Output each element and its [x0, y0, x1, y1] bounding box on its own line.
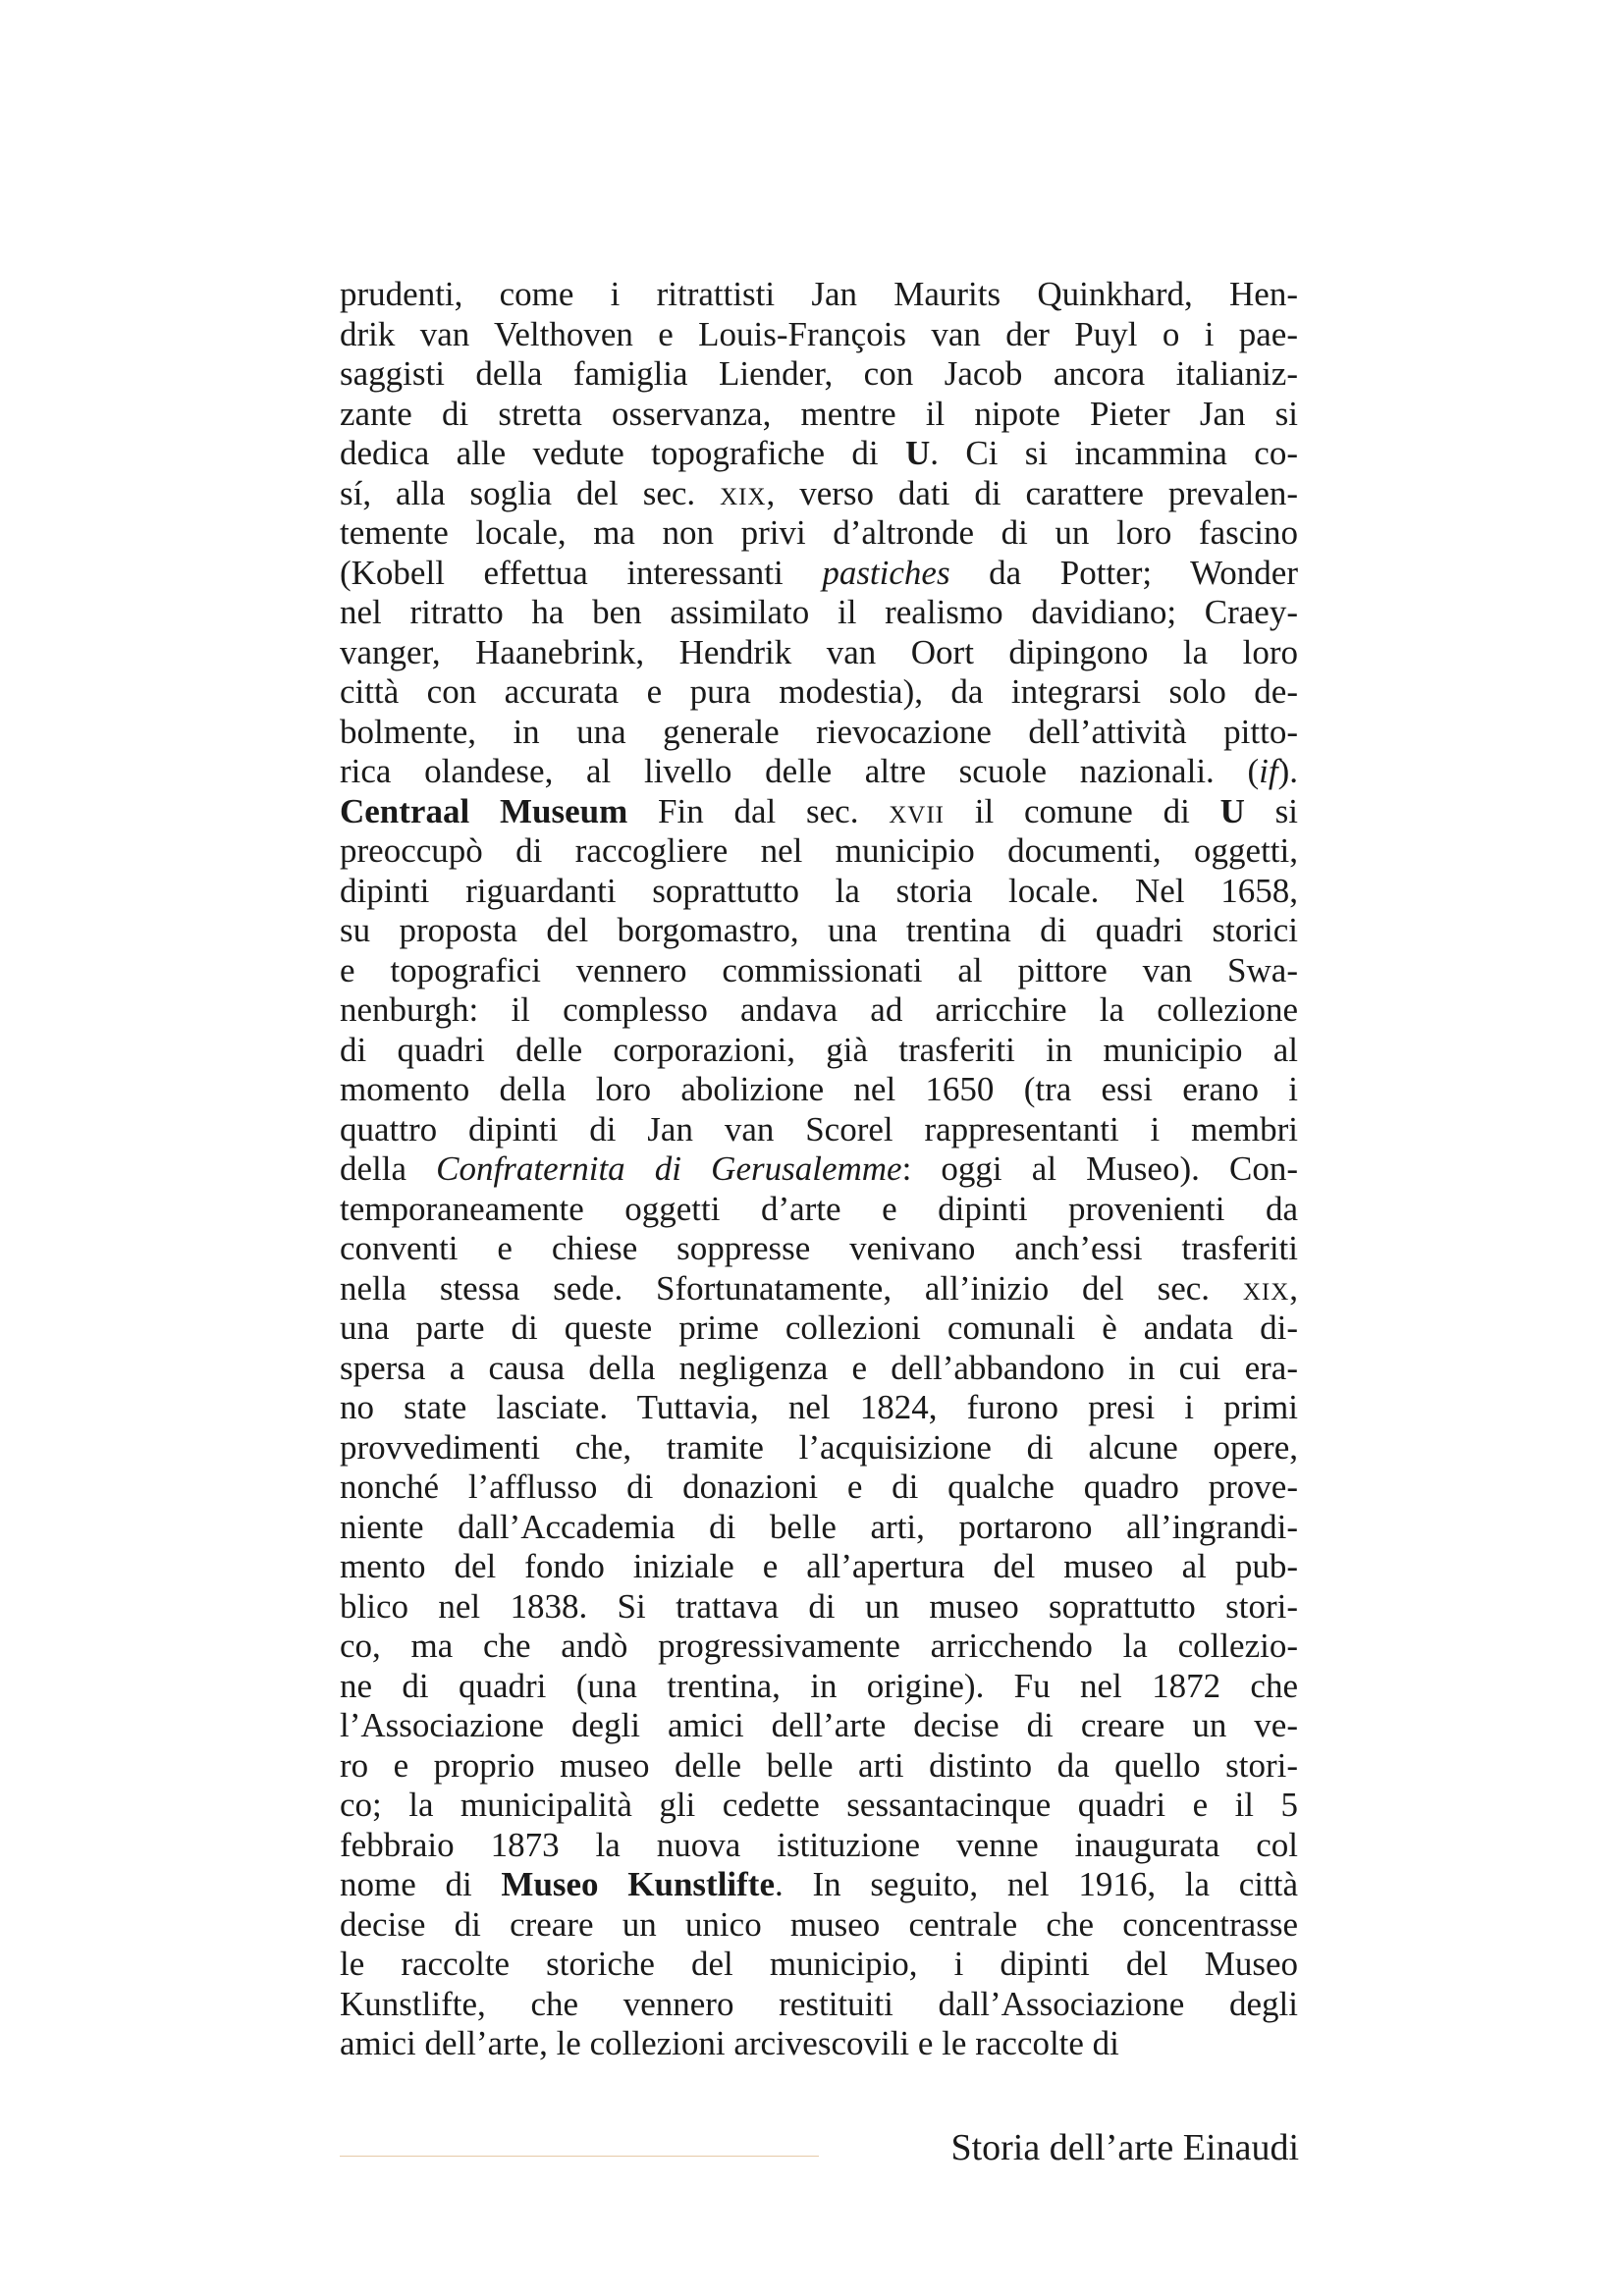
text-run: amici dell’arte, le collezioni arcivescovili e le raccolte di	[340, 2024, 1119, 2062]
text-run: zante di stretta osservanza, mentre il nipote Pieter Jan si	[340, 394, 1298, 433]
text-run: il comune di	[945, 791, 1220, 830]
text-line	[340, 1786, 1298, 1826]
text-line	[340, 1508, 1298, 1548]
text-line	[340, 1229, 1298, 1269]
text-line	[340, 1110, 1298, 1150]
text-run: nel ritratto ha ben assimilato il realismo davidiano; Craey-	[340, 593, 1298, 631]
text-run: rica olandese, al livello delle altre scuole nazionali. (	[340, 752, 1260, 790]
text-run: da Potter; Wonder	[949, 553, 1298, 592]
text-line	[340, 792, 1298, 832]
text-run: bolmente, in una generale rievocazione dell’attività pitto-	[340, 712, 1298, 751]
text-run: ro e proprio museo delle belle arti distinto da quello stori-	[340, 1745, 1298, 1785]
text-run: conventi e chiese soppresse venivano anch’essi trasferiti	[340, 1229, 1298, 1267]
text-line	[340, 1190, 1298, 1230]
text-line	[340, 593, 1298, 633]
text-line	[340, 1070, 1298, 1110]
text-line	[340, 911, 1298, 951]
text-line	[340, 275, 1298, 315]
text-run: nenburgh: il complesso andava ad arricchire la collezione	[340, 990, 1298, 1029]
text-line	[340, 633, 1298, 673]
text-line	[340, 1985, 1298, 2025]
small-caps-text: xix	[720, 473, 767, 512]
text-line	[340, 1826, 1298, 1866]
text-line	[340, 1865, 1298, 1905]
text-run: quattro dipinti di Jan van Scorel rappresentanti i membri	[340, 1109, 1298, 1148]
text-run: febbraio 1873 la nuova istituzione venne inaugurata col	[340, 1825, 1298, 1864]
text-run: decise di creare un unico museo centrale che concentrasse	[340, 1904, 1298, 1944]
text-line	[340, 434, 1298, 474]
text-run: saggisti della famiglia Liender, con Jacob ancora italianiz-	[340, 354, 1298, 393]
text-line	[340, 1349, 1298, 1389]
text-run: blico nel 1838. Si trattava di un museo soprattutto stori-	[340, 1586, 1298, 1626]
text-run: l’Associazione degli amici dell’arte decise di creare un ve-	[340, 1706, 1298, 1744]
text-line	[340, 1905, 1298, 1946]
text-run: mento del fondo iniziale e all’apertura del museo al pub-	[340, 1547, 1298, 1585]
text-line	[340, 1031, 1298, 1071]
text-run: nella stessa sede. Sfortunatamente, all’inizio del sec.	[340, 1268, 1243, 1308]
text-line	[340, 1388, 1298, 1428]
text-line	[340, 395, 1298, 435]
text-run: drik van Velthoven e Louis-François van der Puyl o i pae-	[340, 314, 1298, 353]
text-run: spersa a causa della negligenza e dell’abbandono in cui era-	[340, 1348, 1298, 1387]
text-line	[340, 474, 1298, 514]
text-run: (Kobell effettua interessanti	[340, 553, 823, 592]
text-run: dedica alle vedute topografiche di	[340, 434, 905, 472]
text-line	[340, 1667, 1298, 1707]
text-run: ne di quadri (una trentina, in origine). Fu nel 1872 che	[340, 1666, 1298, 1705]
text-run: preoccupò di raccogliere nel municipio documenti, oggetti,	[340, 831, 1298, 870]
text-run: sí, alla soglia del sec.	[340, 473, 721, 512]
text-run: co; la municipalità gli cedette sessantacinque quadri e il 5	[340, 1786, 1298, 1824]
footer-rule	[340, 2156, 819, 2157]
text-line	[340, 1468, 1298, 1508]
text-run: prudenti, come i ritrattisti Jan Maurits Quinkhard, Hen-	[340, 275, 1298, 313]
text-run: temente locale, ma non privi d’altronde di un loro fascino	[340, 513, 1298, 552]
bold-text: U	[1219, 791, 1245, 830]
small-caps-text: xix	[1242, 1268, 1290, 1308]
text-line	[340, 2024, 1298, 2064]
footer-title: Storia dell’arte Einaudi	[950, 2127, 1299, 2168]
text-run: Kunstlifte, che vennero restituiti dall’Associazione degli	[340, 1984, 1298, 2023]
body-text	[340, 275, 1298, 2064]
text-run: momento della loro abolizione nel 1650 (tra essi erano i	[340, 1070, 1298, 1108]
text-line	[340, 354, 1298, 395]
text-run: no state lasciate. Tuttavia, nel 1824, furono presi i primi	[340, 1388, 1298, 1426]
text-line	[340, 713, 1298, 753]
text-run: della	[340, 1149, 437, 1188]
text-line	[340, 951, 1298, 991]
text-line	[340, 752, 1298, 792]
text-run: ,	[1289, 1268, 1298, 1308]
italic-text: Confraternita di Gerusalemme	[436, 1149, 902, 1188]
text-run: ).	[1277, 752, 1298, 790]
text-run: co, ma che andò progressivamente arricchendo la collezio-	[340, 1627, 1298, 1665]
text-run: provvedimenti che, tramite l’acquisizione di alcune opere,	[340, 1427, 1298, 1467]
text-run: le raccolte storiche del municipio, i dipinti del Museo	[340, 1945, 1298, 1983]
text-line	[340, 1746, 1298, 1787]
text-run: . In seguito, nel 1916, la città	[775, 1865, 1298, 1903]
bold-text: Centraal Museum	[340, 791, 628, 830]
text-run: dipinti riguardanti soprattutto la storia locale. Nel 1658,	[340, 871, 1298, 910]
text-line	[340, 1269, 1298, 1309]
italic-text: pastiches	[822, 553, 950, 592]
text-line	[340, 1308, 1298, 1349]
text-run: su proposta del borgomastro, una trentina di quadri storici	[340, 911, 1298, 949]
text-run: nonché l’afflusso di donazioni e di qualche quadro prove-	[340, 1468, 1298, 1506]
text-run: nome di	[340, 1865, 502, 1903]
text-line	[340, 990, 1298, 1031]
text-line	[340, 672, 1298, 713]
text-run: e topografici vennero commissionati al pittore van Swa-	[340, 950, 1298, 989]
text-line	[340, 872, 1298, 912]
text-run: di quadri delle corporazioni, già trasferiti in municipio al	[340, 1030, 1298, 1069]
text-line	[340, 1945, 1298, 1985]
text-run: temporaneamente oggetti d’arte e dipinti provenienti da	[340, 1189, 1298, 1228]
text-run: Fin dal sec.	[627, 791, 890, 830]
text-line	[340, 1706, 1298, 1746]
text-line	[340, 1149, 1298, 1190]
text-run: si	[1244, 791, 1298, 830]
text-run: . Ci si incammina co-	[930, 434, 1298, 472]
bold-text: U	[904, 434, 931, 472]
text-line	[340, 315, 1298, 355]
text-line	[340, 513, 1298, 554]
text-line	[340, 554, 1298, 594]
text-line	[340, 1587, 1298, 1628]
text-line	[340, 1547, 1298, 1587]
text-line	[340, 1627, 1298, 1667]
small-caps-text: xvii	[889, 791, 946, 830]
text-line	[340, 1428, 1298, 1468]
text-run: una parte di queste prime collezioni comunali è andata di-	[340, 1308, 1298, 1347]
text-run: niente dall’Accademia di belle arti, portarono all’ingrandi-	[340, 1507, 1298, 1546]
text-run: , verso dati di carattere prevalen-	[766, 473, 1299, 512]
text-run: vanger, Haanebrink, Hendrik van Oort dipingono la loro	[340, 632, 1298, 671]
text-run: : oggi al Museo). Con-	[901, 1149, 1298, 1188]
text-line	[340, 831, 1298, 872]
text-run: città con accurata e pura modestia), da integrarsi solo de-	[340, 672, 1298, 711]
italic-text: if	[1259, 752, 1278, 790]
bold-text: Museo Kunstlifte	[501, 1865, 775, 1903]
